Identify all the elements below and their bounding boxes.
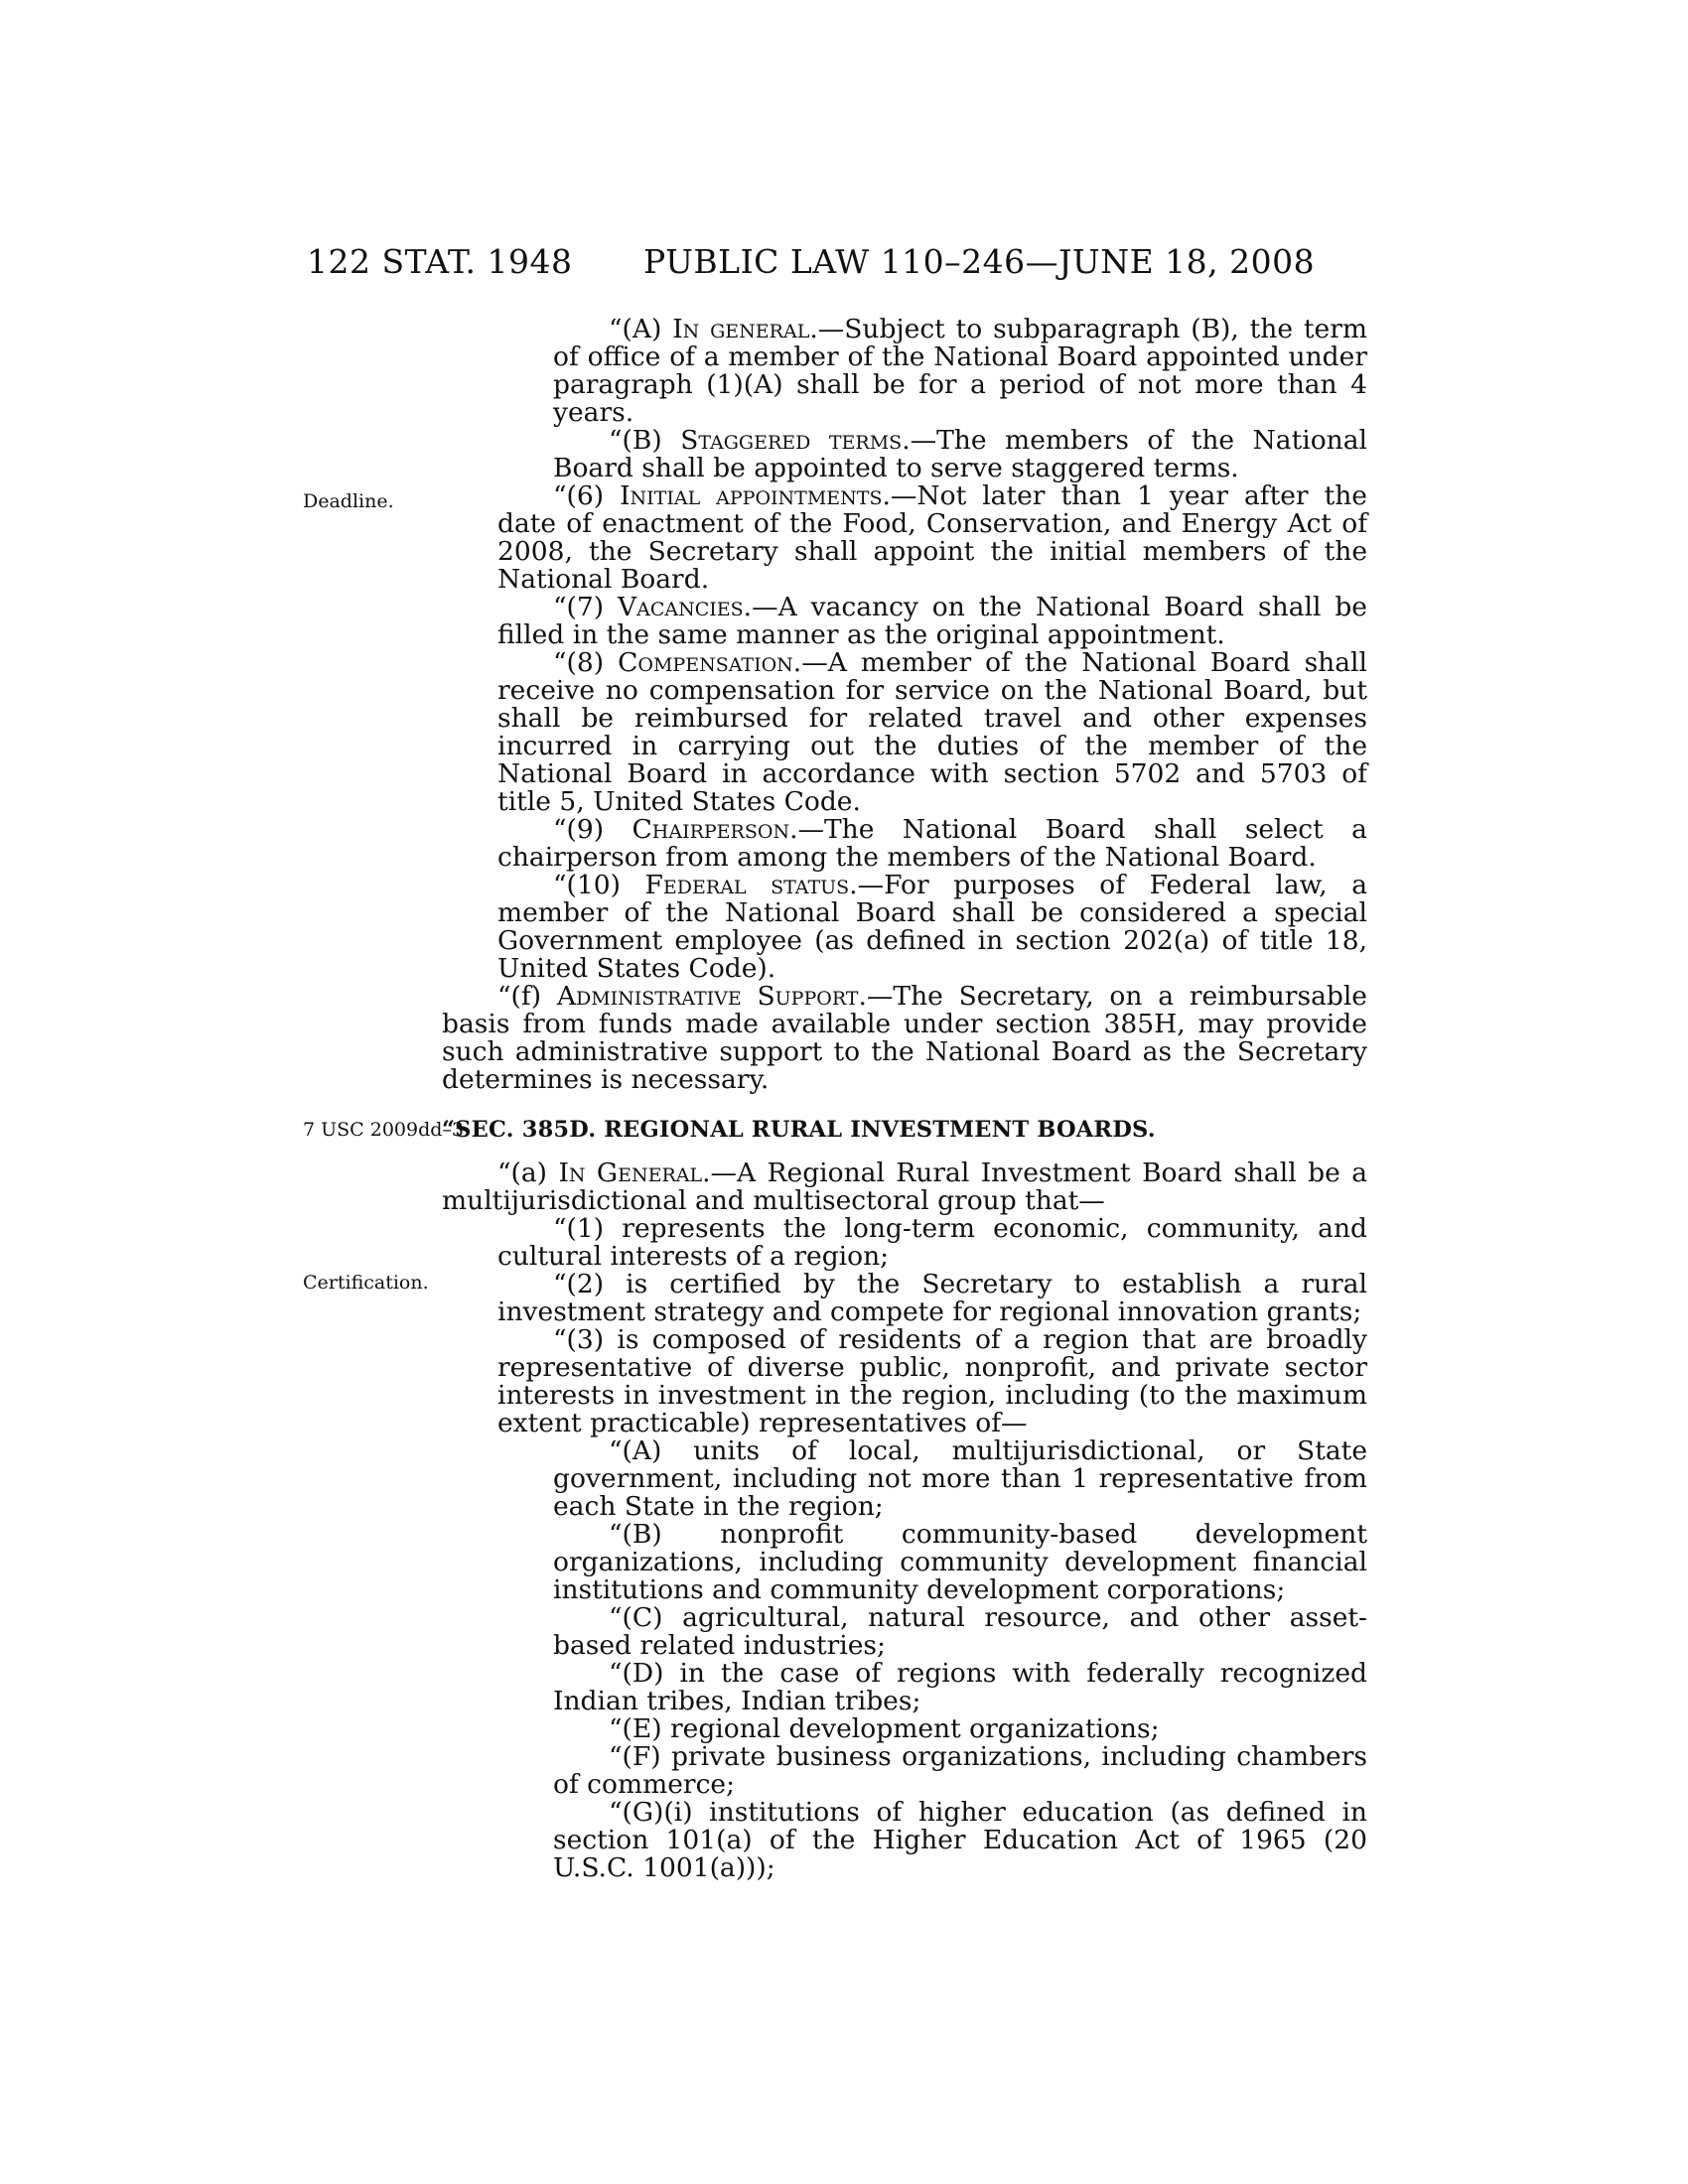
paragraph-10: “(10) Federal status.—For purposes of Federal law, a member of the National Board shall be considered a special Government employee (as defined in section 202(a) of title 18, United States Code).: [497, 870, 1368, 984]
paragraph-heading: In general: [672, 314, 810, 344]
paragraph-7: “(7) Vacancies.—A vacancy on the National Board shall be filled in the same manner as the original appointment.: [497, 592, 1367, 650]
paragraph-a: “(a) In General.—A Regional Rural Investment Board shall be a multijurisdictional and multisectoral group that—: [442, 1158, 1367, 1216]
sub-list-item: “(D) in the case of regions with federally recognized Indian tribes, Indian tribes;: [553, 1658, 1367, 1716]
running-head: PUBLIC LAW 110–246—JUNE 18, 2008: [643, 242, 1316, 281]
section-385d: [442, 1116, 1367, 1882]
paragraph-heading: Federal status: [644, 870, 850, 900]
paragraph-heading: Administrative Support: [556, 981, 859, 1012]
margin-note-usc: 7 USC 2009dd–3.: [303, 1119, 471, 1141]
list-item: “(2) is certified by the Secretary to establish a rural investment strategy and compete for regional innovation grants;: [497, 1269, 1367, 1327]
sub-list-item: “(C) agricultural, natural resource, and other asset-based related industries;: [553, 1602, 1367, 1661]
paragraph-5a: “(A) In general.—Subject to subparagraph (B), the term of office of a member of the National Board appointed under paragraph (1)(A) shall be for a period of not more than 4 years.: [553, 314, 1367, 428]
section-heading: “SEC. 385D. REGIONAL RURAL INVESTMENT BOARDS.: [442, 1117, 1156, 1143]
paragraph-heading: Vacancies: [617, 592, 744, 622]
paragraph-8: “(8) Compensation.—A member of the National Board shall receive no compensation for service on the National Board, but shall be reimbursed for related travel and other expenses incurred in carrying out the duties of the member of the National Board in accordance with section 5702 and 5703 of title 5, United States Code.: [497, 647, 1368, 817]
paragraph-9: “(9) Chairperson.—The National Board shall select a chairperson from among the members of the National Board.: [497, 814, 1367, 873]
paragraph-heading: Staggered terms: [680, 425, 903, 456]
sub-list-item: “(E) regional development organizations;: [609, 1713, 1160, 1744]
paragraph-heading: Compensation: [618, 647, 793, 678]
page-stat-number: 122 STAT. 1948: [307, 242, 573, 281]
list-item: “(1) represents the long-term economic, community, and cultural interests of a region;: [497, 1213, 1367, 1272]
paragraph-6: “(6) Initial appointments.—Not later than 1 year after the date of enactment of the Food, Conservation, and Energy Act of 2008, the Secretary shall appoint the initial members of the National Board.: [497, 480, 1367, 595]
paragraph-heading: In General: [558, 1158, 703, 1188]
subsection-f-wrap: [442, 983, 1367, 1094]
margin-note-certification: Certification.: [303, 1272, 429, 1294]
body-text: [497, 316, 1367, 983]
margin-note-deadline: Deadline.: [303, 490, 394, 512]
paragraph-heading: Chairperson: [632, 814, 790, 845]
paragraph-f: “(f) Administrative Support.—The Secretary, on a reimbursable basis from funds made available under section 385H, may provide such administrative support to the National Board as the Secretary determines is necessary.: [442, 981, 1367, 1095]
list-item: “(3) is composed of residents of a region that are broadly representative of diverse public, nonprofit, and private sector interests in investment in the region, including (to the maximum extent practicable) representatives of—: [497, 1324, 1367, 1438]
paragraph-heading: Initial appointments: [620, 480, 883, 511]
sub-list-item: “(A) units of local, multijurisdictional, or State government, including not more than 1 representative from each State in the region;: [553, 1435, 1367, 1522]
sub-list-item: “(G)(i) institutions of higher education (as defined in section 101(a) of the Higher Education Act of 1965 (20 U.S.C. 1001(a)));: [553, 1797, 1367, 1883]
sub-list-item: “(F) private business organizations, including chambers of commerce;: [553, 1741, 1367, 1800]
paragraph-5b: “(B) Staggered terms.—The members of the National Board shall be appointed to serve staggered terms.: [553, 425, 1368, 483]
sub-list-item: “(B) nonprofit community-based development organizations, including community development financial institutions and community development corporations;: [553, 1519, 1367, 1605]
